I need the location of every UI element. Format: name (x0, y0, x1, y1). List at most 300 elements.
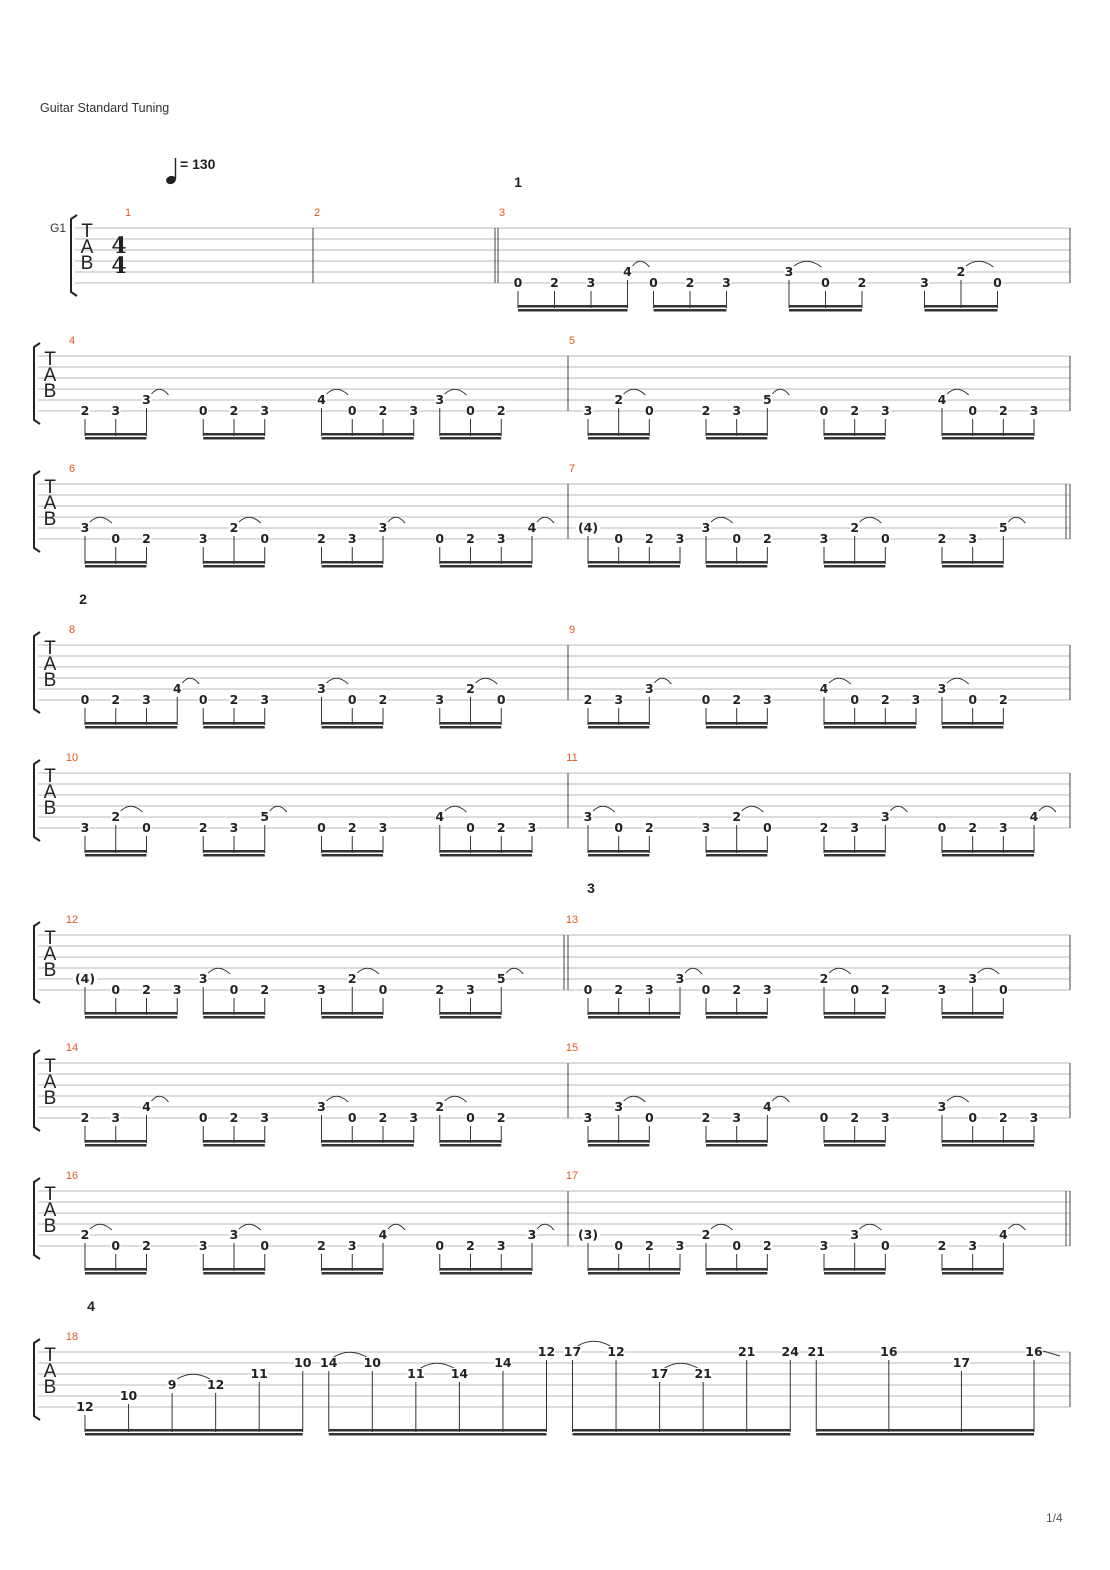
beam (85, 1429, 303, 1432)
measure-number: 13 (565, 914, 579, 926)
fret-number: 3 (229, 1227, 239, 1242)
fret-number: 3 (644, 982, 654, 997)
fret-number: 2 (850, 1110, 860, 1125)
beam (706, 1016, 767, 1019)
beam (203, 433, 265, 436)
fret-number: 2 (80, 403, 90, 418)
fret-number: 3 (496, 1238, 506, 1253)
tie-arc (794, 261, 822, 267)
fret-number: 24 (781, 1344, 799, 1359)
fret-number: 2 (466, 531, 475, 546)
fret-number: 2 (614, 392, 624, 407)
fret-number: 2 (229, 520, 239, 535)
beam (203, 1016, 265, 1019)
beam (706, 561, 767, 564)
tie-arc (445, 1096, 467, 1102)
fret-number: 0 (644, 403, 654, 418)
fret-number: 2 (850, 520, 860, 535)
beam (203, 726, 265, 729)
measure-number: 9 (568, 624, 576, 636)
tempo-marking (165, 156, 216, 185)
beam (203, 437, 265, 440)
fret-number: 0 (513, 275, 523, 290)
fret-number: 3 (998, 820, 1008, 835)
fret-number: 12 (537, 1344, 556, 1359)
measure-number: 18 (65, 1331, 79, 1343)
tab-system-3 (34, 463, 1070, 568)
beam (942, 1268, 1003, 1271)
fret-number: 3 (880, 809, 890, 824)
fret-number: 4 (172, 681, 182, 696)
tie-arc (445, 389, 467, 395)
beam (322, 1140, 414, 1143)
fret-number: 3 (111, 403, 121, 418)
beam (588, 561, 680, 564)
beam (588, 722, 649, 725)
fret-number: 3 (80, 520, 90, 535)
beam (816, 1433, 1034, 1436)
beam (588, 1012, 680, 1015)
tab-clef-letter: A (43, 1361, 57, 1382)
fret-number: 0 (649, 275, 658, 290)
tie-arc (890, 806, 907, 812)
beam (322, 1144, 414, 1147)
fret-number: 2 (644, 820, 654, 835)
tie-arc (1039, 806, 1056, 812)
fret-number: 3 (968, 531, 978, 546)
tie-arc (947, 389, 969, 395)
beam (322, 1268, 384, 1271)
fret-number: 3 (198, 1238, 208, 1253)
measure-number: 5 (568, 335, 576, 347)
system-bracket (34, 1050, 40, 1131)
fret-number: 3 (409, 1110, 419, 1125)
beam (440, 1012, 502, 1015)
fret-number: 0 (998, 982, 1008, 997)
section-marker: 3 (587, 880, 595, 896)
beam (518, 309, 628, 312)
beam (942, 437, 1034, 440)
beam (322, 561, 384, 564)
beam (824, 1268, 885, 1271)
beam (588, 1016, 680, 1019)
fret-number: 12 (206, 1377, 225, 1392)
tie-arc (327, 678, 349, 684)
measure-number: 14 (65, 1042, 79, 1054)
fret-number: 3 (968, 1238, 978, 1253)
fret-number: 3 (732, 1110, 742, 1125)
tie-arc (829, 968, 851, 974)
beam (706, 1140, 767, 1143)
tab-clef-letter: A (43, 1200, 57, 1221)
fret-number: (4) (74, 971, 96, 986)
fret-number: 11 (407, 1366, 425, 1381)
fret-number: 3 (762, 692, 772, 707)
beam (329, 1433, 547, 1436)
tab-clef-letter: T (44, 477, 56, 498)
fret-number: 0 (496, 692, 506, 707)
fret-number: 3 (435, 692, 445, 707)
fret-number: 2 (614, 982, 624, 997)
tie-arc (208, 968, 230, 974)
tab-system-4 (34, 591, 1070, 729)
beam (824, 850, 885, 853)
fret-number: 0 (937, 820, 947, 835)
fret-number: 2 (496, 820, 506, 835)
system-bracket (34, 922, 40, 1003)
fret-number: 2 (644, 1238, 654, 1253)
tie-arc (593, 806, 615, 812)
fret-number: 2 (644, 531, 654, 546)
fret-number: 10 (119, 1388, 138, 1403)
fret-number: 2 (229, 692, 239, 707)
beam (85, 1433, 303, 1436)
fret-number: 2 (378, 692, 388, 707)
fret-number: 0 (819, 1110, 829, 1125)
fret-number: 3 (198, 971, 208, 986)
tie-arc (121, 806, 143, 812)
beam (440, 1268, 532, 1271)
fret-number: 2 (762, 531, 772, 546)
fret-number: 2 (80, 1110, 90, 1125)
fret-number: 3 (937, 982, 947, 997)
fret-number: 3 (583, 809, 593, 824)
fret-number: 2 (496, 1110, 506, 1125)
beam (824, 433, 885, 436)
fret-number: (4) (577, 520, 599, 535)
fret-number: 3 (466, 982, 475, 997)
fret-number: 0 (880, 1238, 890, 1253)
measure-number: 3 (498, 207, 506, 219)
tie-arc (624, 389, 646, 395)
fret-number: 0 (850, 692, 860, 707)
tab-clef-letter: B (43, 960, 57, 981)
beam (654, 305, 727, 308)
beam (203, 565, 265, 568)
fret-number: 0 (80, 692, 90, 707)
fret-number: 2 (496, 403, 506, 418)
fret-number: 0 (435, 531, 445, 546)
fret-number: 4 (435, 809, 445, 824)
measure-number: 17 (565, 1170, 579, 1182)
beam (573, 1433, 791, 1436)
fret-number: 12 (76, 1399, 94, 1414)
beam (85, 1012, 177, 1015)
tab-clef-letter: T (44, 1345, 56, 1366)
beam (322, 1272, 384, 1275)
tie-arc (270, 806, 287, 812)
beam (942, 1140, 1034, 1143)
tab-clef-letter: A (43, 365, 57, 386)
beam (942, 561, 1003, 564)
fret-number: 0 (583, 982, 593, 997)
fret-number: 3 (260, 403, 270, 418)
tab-system-7 (34, 1042, 1070, 1147)
fret-number: 0 (378, 982, 388, 997)
beam (816, 1429, 1034, 1432)
beam (518, 305, 628, 308)
fret-number: 3 (819, 531, 829, 546)
fret-number: 2 (998, 1110, 1008, 1125)
fret-number: 16 (1025, 1344, 1043, 1359)
beam (85, 854, 147, 857)
fret-number: 9 (167, 1377, 177, 1392)
beam (824, 1144, 885, 1147)
beam (588, 1144, 649, 1147)
fret-number: 4 (762, 1099, 772, 1114)
measure-number: 15 (565, 1042, 579, 1054)
beam (322, 1016, 384, 1019)
page-number: 1/4 (1046, 1511, 1063, 1525)
beam (322, 854, 384, 857)
tie-arc (388, 517, 405, 523)
fret-number: 3 (614, 1099, 624, 1114)
tie-arc (1008, 1224, 1025, 1230)
tab-system-8 (34, 1170, 1070, 1275)
fret-number: 5 (260, 809, 270, 824)
beam (440, 433, 502, 436)
fret-number: 3 (229, 820, 239, 835)
fret-number: 3 (378, 520, 388, 535)
fret-number: 3 (198, 531, 208, 546)
beam (706, 722, 767, 725)
fret-number: 17 (952, 1355, 971, 1370)
fret-number: 2 (880, 692, 890, 707)
beam (824, 722, 916, 725)
beam (824, 1272, 885, 1275)
fret-number: 3 (142, 392, 151, 407)
fret-number: 4 (142, 1099, 151, 1114)
fret-number: 2 (732, 982, 742, 997)
fret-number: 2 (701, 403, 711, 418)
beam (925, 305, 998, 308)
section-marker: 4 (87, 1298, 95, 1314)
fret-number: 0 (880, 531, 890, 546)
beam (942, 854, 1034, 857)
tab-clef-letter: T (44, 1184, 56, 1205)
tab-clef-letter: T (44, 638, 56, 659)
beam (588, 1140, 649, 1143)
fret-number: 0 (142, 820, 151, 835)
fret-number: 2 (317, 531, 326, 546)
fret-number: 2 (956, 264, 966, 279)
fret-number: 17 (563, 1344, 582, 1359)
fret-number: 3 (317, 982, 326, 997)
tie-arc (90, 1224, 112, 1230)
beam (322, 850, 384, 853)
fret-number: 0 (614, 1238, 624, 1253)
fret-number: 3 (819, 1238, 829, 1253)
tie-arc (685, 968, 702, 974)
time-signature-bottom: 4 (111, 253, 127, 279)
fret-number: 0 (993, 275, 1002, 290)
tie-arc (654, 678, 671, 684)
measure-number: 12 (65, 914, 79, 926)
fret-number: 4 (1029, 809, 1039, 824)
fret-number: 2 (880, 982, 890, 997)
fret-number: 2 (435, 982, 445, 997)
tie-arc (947, 678, 969, 684)
fret-number: 0 (968, 403, 978, 418)
beam (942, 1272, 1003, 1275)
fret-number: 0 (968, 692, 978, 707)
fret-number: 0 (762, 820, 772, 835)
fret-number: 0 (644, 1110, 654, 1125)
beam (573, 1429, 791, 1432)
fret-number: 3 (317, 681, 326, 696)
fret-number: 2 (229, 403, 239, 418)
tie-arc (357, 968, 379, 974)
beam (706, 565, 767, 568)
tab-clef-letter: T (81, 221, 93, 242)
beam (322, 433, 414, 436)
beam (588, 854, 649, 857)
fret-number: 11 (250, 1366, 268, 1381)
fret-number: 3 (260, 1110, 270, 1125)
tie-arc (445, 806, 467, 812)
fret-number: 5 (762, 392, 772, 407)
fret-number: 0 (347, 692, 357, 707)
fret-number: 2 (378, 1110, 388, 1125)
beam (85, 722, 177, 725)
tie-arc (624, 1096, 646, 1102)
measure-number: 10 (65, 752, 79, 764)
beam (706, 1144, 767, 1147)
fret-number: 3 (80, 820, 90, 835)
beam (440, 850, 532, 853)
beam (824, 437, 885, 440)
tie-arc (388, 1224, 405, 1230)
fret-number: 2 (435, 1099, 445, 1114)
fret-number: 3 (937, 1099, 947, 1114)
fret-number: 21 (694, 1366, 712, 1381)
beam (706, 437, 767, 440)
fret-number: 5 (998, 520, 1008, 535)
fret-number: 2 (378, 403, 388, 418)
beam (789, 305, 862, 308)
fret-number: 3 (583, 403, 593, 418)
tie-arc (829, 678, 851, 684)
tie-arc (327, 389, 349, 395)
fret-number: 2 (819, 820, 829, 835)
tie-arc (152, 1096, 169, 1102)
system-bracket (34, 1178, 40, 1259)
fret-number: 2 (937, 531, 947, 546)
beam (203, 1144, 265, 1147)
fret-number: 14 (494, 1355, 512, 1370)
fret-number: 3 (644, 681, 654, 696)
fret-number: 3 (1029, 403, 1039, 418)
tab-clef-letter: B (43, 798, 57, 819)
fret-number: 3 (675, 971, 685, 986)
beam (925, 309, 998, 312)
beam (942, 1016, 1003, 1019)
fret-number: 0 (198, 692, 208, 707)
fret-number: 0 (198, 1110, 208, 1125)
tie-arc (772, 1096, 789, 1102)
beam (85, 1272, 147, 1275)
system-bracket (34, 632, 40, 713)
fret-number: 3 (586, 275, 596, 290)
fret-number: 16 (880, 1344, 898, 1359)
fret-number: 3 (850, 1227, 860, 1242)
measure-number: 11 (566, 752, 578, 764)
tie-arc (711, 517, 733, 523)
tie-arc (327, 1096, 349, 1102)
fret-number: 4 (998, 1227, 1008, 1242)
beam (85, 1140, 147, 1143)
measure-number: 16 (65, 1170, 79, 1182)
beam (588, 1268, 680, 1271)
fret-number: 3 (378, 820, 388, 835)
beam (85, 561, 147, 564)
fret-number: 0 (229, 982, 239, 997)
fret-number: 3 (968, 971, 978, 986)
fret-number: 3 (762, 982, 772, 997)
measure-number: 4 (68, 335, 76, 347)
fret-number: 0 (466, 1110, 475, 1125)
beam (85, 1144, 147, 1147)
beam (706, 1012, 767, 1015)
fret-number: 3 (880, 1110, 890, 1125)
tab-clef-letter: T (44, 928, 56, 949)
beam (942, 565, 1003, 568)
tie-arc (947, 1096, 969, 1102)
beam (942, 1012, 1003, 1015)
fret-number: 3 (409, 403, 419, 418)
fret-number: 0 (614, 531, 624, 546)
beam (588, 565, 680, 568)
fret-number: 2 (142, 1238, 151, 1253)
tie-arc (537, 1224, 554, 1230)
fret-number: 21 (737, 1344, 756, 1359)
beam (942, 726, 1003, 729)
fret-number: 0 (435, 1238, 445, 1253)
beam (329, 1429, 547, 1432)
tab-clef-letter: T (44, 349, 56, 370)
fret-number: 3 (527, 1227, 537, 1242)
beam (322, 565, 384, 568)
fret-number: 2 (466, 1238, 475, 1253)
fret-number: 2 (732, 809, 742, 824)
beam (203, 561, 265, 564)
fret-number: 2 (260, 982, 270, 997)
beam (203, 722, 265, 725)
tab-clef-letter: A (43, 944, 57, 965)
fret-number: 14 (320, 1355, 338, 1370)
fret-number: 2 (968, 820, 978, 835)
beam (440, 1140, 502, 1143)
fret-number: 3 (142, 692, 151, 707)
time-signature-top: 4 (111, 233, 127, 259)
fret-number: 3 (880, 403, 890, 418)
tab-clef-letter: B (43, 1377, 57, 1398)
fret-number: 3 (732, 403, 742, 418)
beam (440, 561, 532, 564)
fret-number: 2 (550, 275, 559, 290)
fret-number: 3 (850, 820, 860, 835)
measure-number: 8 (68, 624, 76, 636)
beam (706, 433, 767, 436)
section-marker: 2 (79, 591, 87, 607)
fret-number: 0 (111, 982, 121, 997)
tie-arc (711, 1224, 733, 1230)
fret-number: 2 (857, 275, 867, 290)
fret-number: 0 (198, 403, 208, 418)
beam (203, 1272, 265, 1275)
fret-number: 3 (675, 1238, 685, 1253)
beam (203, 854, 265, 857)
